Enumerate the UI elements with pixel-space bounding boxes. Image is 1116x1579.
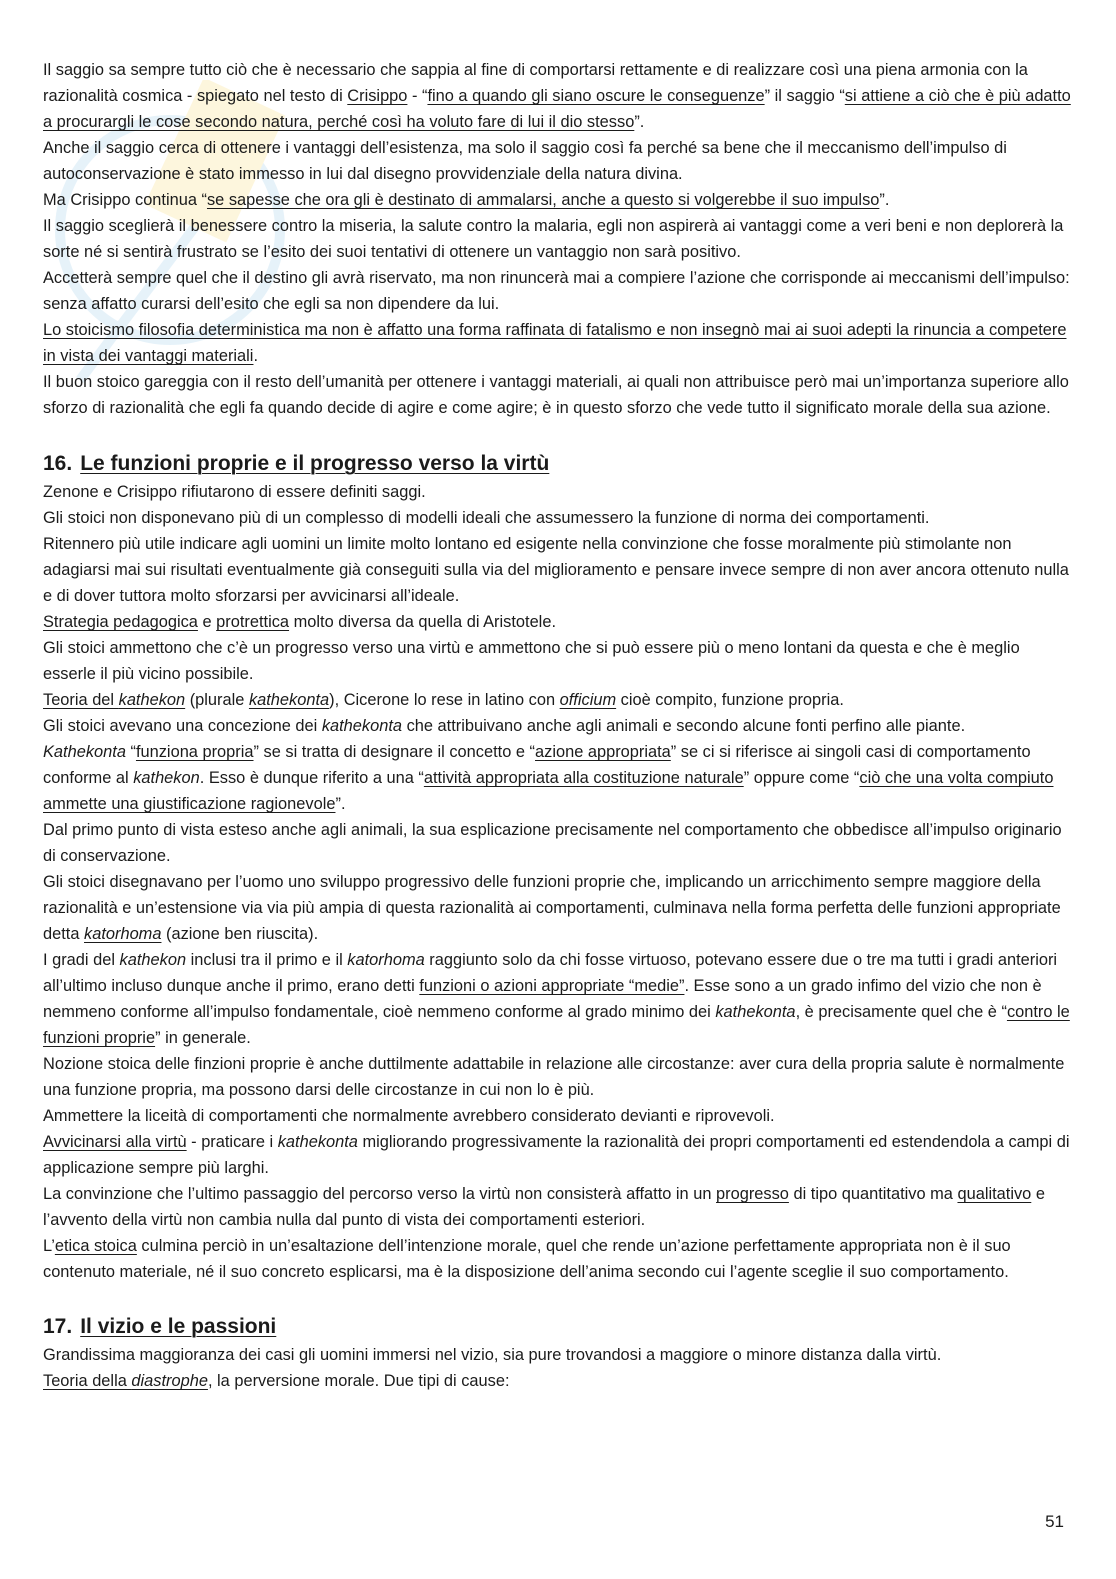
section-heading-17: 17. Il vizio e le passioni (43, 1315, 277, 1338)
paragraph-16-m: Ammettere la liceità di comportamenti che normalmente avrebbero considerato devianti e riprovevoli. (43, 1107, 775, 1125)
section-title-16: Le funzioni proprie e il progresso verso la virtù (80, 452, 550, 475)
paragraph-saggio-sa: Il saggio sa sempre tutto ciò che è necessario che sappia al fine di comportarsi rettamente e di realizzare così una piena armonia con la razionalità cosmica - spiegato nel testo di Crisippo - “fino a quando gli siano oscure le conseguenze” il saggio “si attiene a ciò che è più adatto a procurargli le cose secondo natura, perché così ha voluto fare di lui il dio stesso”. (43, 61, 1071, 131)
paragraph-16-a: Zenone e Crisippo rifiutarono di essere definiti saggi. (43, 483, 426, 501)
paragraph-16-k: I gradi del kathekon inclusi tra il primo e il katorhoma raggiunto solo da chi fosse virtuoso, potevano essere due o tre ma tutti i gradi anteriori all’ultimo incluso dunque anche il primo, erano detti funzioni o azioni appropriate “medie”. Esse sono a un grado infimo del vizio che non è nemmeno conforme all’impulso fondamentale, cioè nemmeno conforme al grado minimo dei kathekonta, è precisamente quel che è “contro le funzioni proprie” in generale. (43, 951, 1070, 1047)
section-title-17: Il vizio e le passioni (80, 1315, 277, 1338)
paragraph-16-o: La convinzione che l’ultimo passaggio del percorso verso la virtù non consisterà affatto in un progresso di tipo quantitativo ma qualitativo e l’avvento della virtù non cambia nulla dal punto di vista dei comportamenti esteriori. (43, 1185, 1045, 1229)
paragraph-16-b: Gli stoici non disponevano più di un complesso di modelli ideali che assumessero la funzione di norma dei comportamenti. (43, 509, 930, 527)
paragraph-16-n: Avvicinarsi alla virtù - praticare i kathekonta migliorando progressivamente la razionalità dei propri comportamenti ed estendendola a campi di applicazione sempre più larghi. (43, 1133, 1070, 1177)
paragraph-16-d: Strategia pedagogica e protrettica molto diversa da quella di Aristotele. (43, 613, 556, 631)
paragraph-16-e: Gli stoici ammettono che c’è un progresso verso una virtù e ammettono che si può essere più o meno lontani da questa e che è meglio esserle il più vicino possibile. (43, 639, 1020, 683)
paragraph-16-h: Kathekonta “funziona propria” se si tratta di designare il concetto e “azione appropriata” se ci si riferisce ai singoli casi di comportamento conforme al kathekon. Esso è dunque riferito a una “attività appropriata alla costituzione naturale” oppure come “ciò che una volta compiuto ammette una giustificazione ragionevole”. (43, 743, 1054, 813)
paragraph-benessere: Il saggio sceglierà il benessere contro la miseria, la salute contro la malaria, egli non aspirerà ai vantaggi come a veri beni e non deplorerà la sorte né si sentirà frustrato se l’esito dei suoi tentativi di ottenere un vantaggio non sarà positivo. (43, 217, 1064, 261)
paragraph-16-i: Dal primo punto di vista esteso anche agli animali, la sua esplicazione precisamente nel comportamento che obbedisce all’impulso originario di conservazione. (43, 821, 1062, 865)
paragraph-16-g: Gli stoici avevano una concezione dei kathekonta che attribuivano anche agli animali e secondo alcune fonti perfino alle piante. (43, 717, 966, 735)
document-page (43, 57, 1073, 1394)
paragraph-stoicismo: Lo stoicismo filosofia deterministica ma non è affatto una forma raffinata di fatalismo e non insegnò mai ai suoi adepti la rinuncia a competere in vista dei vantaggi materiali. (43, 321, 1067, 365)
section-heading-16: 16. Le funzioni proprie e il progresso verso la virtù (43, 452, 550, 475)
paragraph-16-c: Ritennero più utile indicare agli uomini un limite molto lontano ed esigente nella convinzione che fosse moralmente più stimolante non adagiarsi mai sui risultati eventualmente già conseguiti sulla via del miglioramento e pensare invece sempre di non aver ancora ottenuto nulla e di dover tuttora molto sforzarsi per avvicinarsi all’ideale. (43, 535, 1069, 605)
paragraph-16-l: Nozione stoica delle finzioni proprie è anche duttilmente adattabile in relazione alle circostanze: aver cura della propria salute è normalmente una funzione propria, ma possono darsi delle circostanze in cui non lo è più. (43, 1055, 1065, 1099)
link-crisippo: Crisippo (347, 87, 408, 105)
paragraph-crisippo-continua: Ma Crisippo continua “se sapesse che ora gli è destinato di ammalarsi, anche a questo si volgerebbe il suo impulso”. (43, 191, 890, 209)
paragraph-vantaggi: Anche il saggio cerca di ottenere i vantaggi dell’esistenza, ma solo il saggio così fa perché sa bene che il meccanismo dell’impulso di autoconservazione è stato immesso in lui dal disegno provvidenziale della natura divina. (43, 139, 1007, 183)
page-number: 51 (1045, 1512, 1064, 1531)
paragraph-16-p: L’etica stoica culmina perciò in un’esaltazione dell’intenzione morale, quel che rende un’azione perfettamente appropriata non è il suo contenuto materiale, né il suo concreto esplicarsi, ma è la disposizione dell’anima secondo cui l’agente sceglie il suo comportamento. (43, 1237, 1011, 1281)
paragraph-destino: Accetterà sempre quel che il destino gli avrà riservato, ma non rinuncerà mai a compiere l’azione che corrisponde ai meccanismi dell’impulso: senza affatto curarsi dell’esito che egli sa non dipendere da lui. (43, 269, 1070, 313)
paragraph-17-a: Grandissima maggioranza dei casi gli uomini immersi nel vizio, sia pure trovandosi a maggiore o minore distanza dalla virtù. (43, 1346, 942, 1364)
paragraph-buon-stoico: Il buon stoico gareggia con il resto dell’umanità per ottenere i vantaggi materiali, ai quali non attribuisce però mai un’importanza superiore allo sforzo di razionalità che egli fa quando decide di agire e come agire; è in questo sforzo che vede tutto il significato morale della sua azione. (43, 373, 1069, 417)
paragraph-16-j: Gli stoici disegnavano per l’uomo uno sviluppo progressivo delle funzioni proprie che, implicando un arricchimento sempre maggiore della razionalità e un’estensione via via più ampia di questa razionalità ai comportamenti, culminava nella forma perfetta delle funzioni appropriate detta katorhoma (azione ben riuscita). (43, 873, 1061, 943)
paragraph-16-f: Teoria del kathekon (plurale kathekonta), Cicerone lo rese in latino con officium cioè compito, funzione propria. (43, 691, 844, 709)
paragraph-17-b: Teoria della diastrophe, la perversione morale. Due tipi di cause: (43, 1372, 510, 1390)
